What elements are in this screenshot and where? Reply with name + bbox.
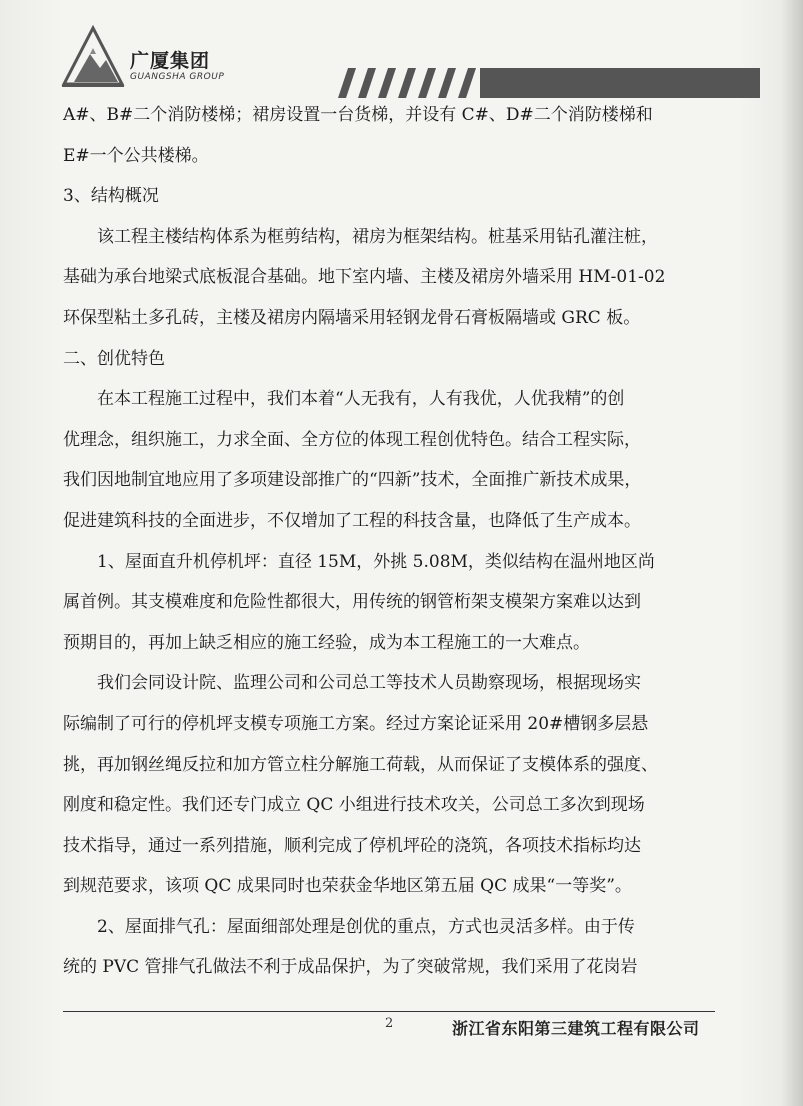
paragraph-line: E#一个公共楼梯。 [63,145,209,166]
paragraph-line: 该工程主楼结构体系为框剪结构，裙房为框架结构。桩基采用钻孔灌注桩， [97,226,658,247]
paragraph-line: 预期目的，再加上缺乏相应的施工经验，成为本工程施工的一大难点。 [63,632,590,653]
scan-edge-shadow [781,0,803,1106]
paragraph-line: 基础为承台地梁式底板混合基础。地下室内墙、主楼及裙房外墙采用 HM-01-02 [63,267,666,288]
paragraph-line: 到规范要求，该项 QC 成果同时也荣获金华地区第五届 QC 成果“一等奖”。 [63,876,632,897]
paragraph-line: 1、屋面直升机停机坪：直径 15M，外挑 5.08M，类似结构在温州地区尚 [97,551,655,572]
paragraph-line: 促进建筑科技的全面进步，不仅增加了工程的科技含量，也降低了生产成本。 [63,510,641,531]
logo-chinese-name: 广厦集团 [130,50,211,72]
mountain-triangle-logo-icon [60,24,126,90]
footer-company-name: 浙江省东阳第三建筑工程有限公司 [452,1019,700,1038]
page-header [60,20,780,100]
logo-english-name: GUANGSHA GROUP [130,72,225,82]
paragraph-line: 优理念，组织施工，力求全面、全方位的体现工程创优特色。结合工程实际， [63,429,641,450]
section-heading: 3、结构概况 [63,186,159,207]
paragraph-line: 我们因地制宜地应用了多项建设部推广的“四新”技术，全面推广新技术成果， [63,470,642,491]
paragraph-line: 际编制了可行的停机坪支模专项施工方案。经过方案论证采用 20#槽钢多层悬 [63,713,649,734]
paragraph-line: A#、B#二个消防楼梯；裙房设置一台货梯，并设有 C#、D#二个消防楼梯和 [63,105,653,125]
paragraph-line: 2、屋面排气孔：屋面细部处理是创优的重点，方式也灵活多样。由于传 [97,916,635,937]
paragraph-line: 环保型粘土多孔砖，主楼及裙房内隔墙采用轻钢龙骨石膏板隔墙或 GRC 板。 [63,307,641,328]
paragraph-line: 挑，再加钢丝绳反拉和加方管立柱分解施工荷载，从而保证了支模体系的强度、 [63,754,658,775]
paragraph-line: 在本工程施工过程中，我们本着“人无我有，人有我优，人优我精”的创 [97,389,625,410]
page-number: 2 [385,1016,394,1031]
paragraph-line: 技术指导，通过一系列措施，顺利完成了停机坪砼的浇筑，各项技术指标均达 [63,835,641,856]
paragraph-line: 刚度和稳定性。我们还专门成立 QC 小组进行技术攻关，公司总工多次到现场 [63,795,645,816]
paragraph-line: 我们会同设计院、监理公司和公司总工等技术人员勘察现场，根据现场实 [97,673,641,694]
document-body [63,95,713,988]
section-heading: 二、创优特色 [63,348,165,369]
header-stripe-decoration [330,68,760,98]
footer-divider [63,1011,715,1012]
paragraph-line: 统的 PVC 管排气孔做法不利于成品保护，为了突破常规，我们采用了花岗岩 [63,957,638,978]
paragraph-line: 属首例。其支模难度和危险性都很大，用传统的钢管桁架支模架方案难以达到 [63,592,641,613]
